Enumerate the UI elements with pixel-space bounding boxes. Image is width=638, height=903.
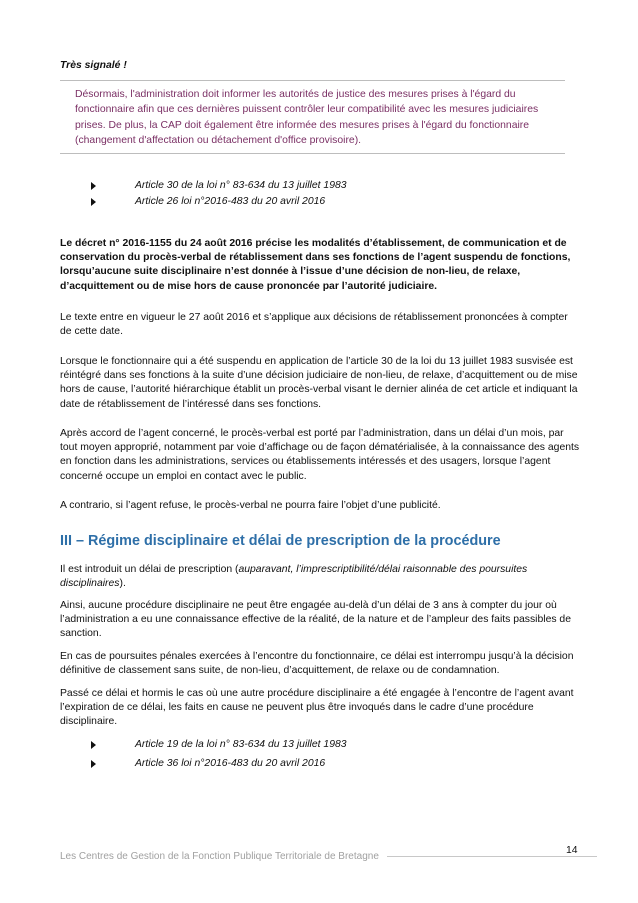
- passe-paragraph: Passé ce délai et hormis le cas où une autre procédure disciplinaire a été engagée à l’encontre de l’agent avant l’expiration de ce délai, les faits en cause ne peuvent plus être invoqués dans le cadre d’une procédure disciplinaire.: [60, 688, 574, 728]
- apres-accord-paragraph: Après accord de l’agent concerné, le procès-verbal est porté par l’administration, dans un délai d’un mois, par tout moyen approprié, notamment par voie d’affichage ou de façon dématérialisée, à la connaissance des agents en fonction dans les administrations, services ou établissements intéressés et des usagers, lorsque l’agent concerné occupe un emploi en contact avec le public.: [60, 428, 580, 482]
- en-cas-paragraph: En cas de poursuites pénales exercées à l’encontre du fonctionnaire, ce délai est interrompu jusqu’à la décision définitive de classement sans suite, de non-lieu, d’acquittement, de relaxe ou de condamnation.: [60, 651, 574, 677]
- lorsque-paragraph: Lorsque le fonctionnaire qui a été suspendu en application de l’article 30 de la loi du 13 juillet 1983 susvisée est réintégré dans ses fonctions à la suite d’une décision judiciaire de non-lieu, de relaxe, d’acquittement ou de mise hors de cause, l’autorité hiérarchique établit un procès-verbal visant le dernier alinéa de cet article et indiquant la date de rétablissement de l’intéressé dans ses fonctions.: [60, 356, 578, 410]
- arrow-bullet-icon: [91, 182, 96, 190]
- ainsi-paragraph: Ainsi, aucune procédure disciplinaire ne peut être engagée au-delà d’un délai de 3 ans à compter du jour où l’administration a eu une connaissance effective de la réalité, de la nature et de l’ampleur des faits passibles de sanction.: [60, 600, 571, 640]
- arrow-bullet-icon: [91, 198, 96, 206]
- section-title: III – Régime disciplinaire et délai de prescription de la procédure: [60, 533, 501, 549]
- info-box: [60, 80, 565, 154]
- vigueur-paragraph: Le texte entre en vigueur le 27 août 2016 et s’applique aux décisions de rétablissement prononcées à compter de cette date.: [60, 312, 568, 338]
- intro-paragraph: [60, 563, 580, 591]
- arrow-bullet-icon: [91, 760, 96, 768]
- contrario-paragraph: A contrario, si l’agent refuse, le procès-verbal ne pourra faire l’objet d’une publicité.: [60, 500, 441, 511]
- intro-text-start: Il est introduit un délai de prescription (: [60, 564, 239, 575]
- footer: [60, 851, 597, 862]
- reference-bullet: [91, 180, 347, 191]
- footer-text: Les Centres de Gestion de la Fonction Publique Territoriale de Bretagne: [60, 851, 379, 862]
- info-box-text: Désormais, l'administration doit informer les autorités de justice des mesures prises à l'égard du fonctionnaire afin que ces dernières puissent contrôler leur compatibilité avec les mesures judiciaires prises. De plus, la CAP doit également être informée des mesures prises à l'égard du fonctionnaire (changement d'affectation ou détachement d'office provisoire).: [75, 89, 539, 147]
- arrow-bullet-icon: [91, 741, 96, 749]
- reference-text: Article 19 de la loi n° 83-634 du 13 juillet 1983: [135, 739, 347, 750]
- reference-text: Article 36 loi n°2016-483 du 20 avril 2016: [135, 758, 326, 769]
- reference-bullet: [91, 196, 325, 207]
- intro-text-italic: auparavant, l’imprescriptibilité/délai raisonnable des poursuites disciplinaires: [60, 564, 528, 590]
- reference-bullet: [91, 739, 347, 750]
- intro-text-end: ).: [119, 578, 126, 590]
- footer-divider: [387, 856, 597, 857]
- reference-text: Article 26 loi n°2016-483 du 20 avril 2016: [135, 196, 326, 207]
- highlight-note-title: Très signalé !: [60, 60, 127, 71]
- page-number: 14: [566, 845, 578, 856]
- reference-text: Article 30 de la loi n° 83-634 du 13 juillet 1983: [135, 180, 347, 191]
- reference-bullet: [91, 758, 325, 769]
- decret-paragraph: Le décret n° 2016-1155 du 24 août 2016 précise les modalités d’établissement, de communication et de conservation du procès-verbal de rétablissement dans ses fonctions de l’agent suspendu de fonctions, lorsqu’aucune suite disciplinaire n’est donnée à l’issue d’une décision de non-lieu, de relaxe, d’acquittement ou de mise hors de cause prononcée par l’autorité judiciaire.: [60, 238, 571, 292]
